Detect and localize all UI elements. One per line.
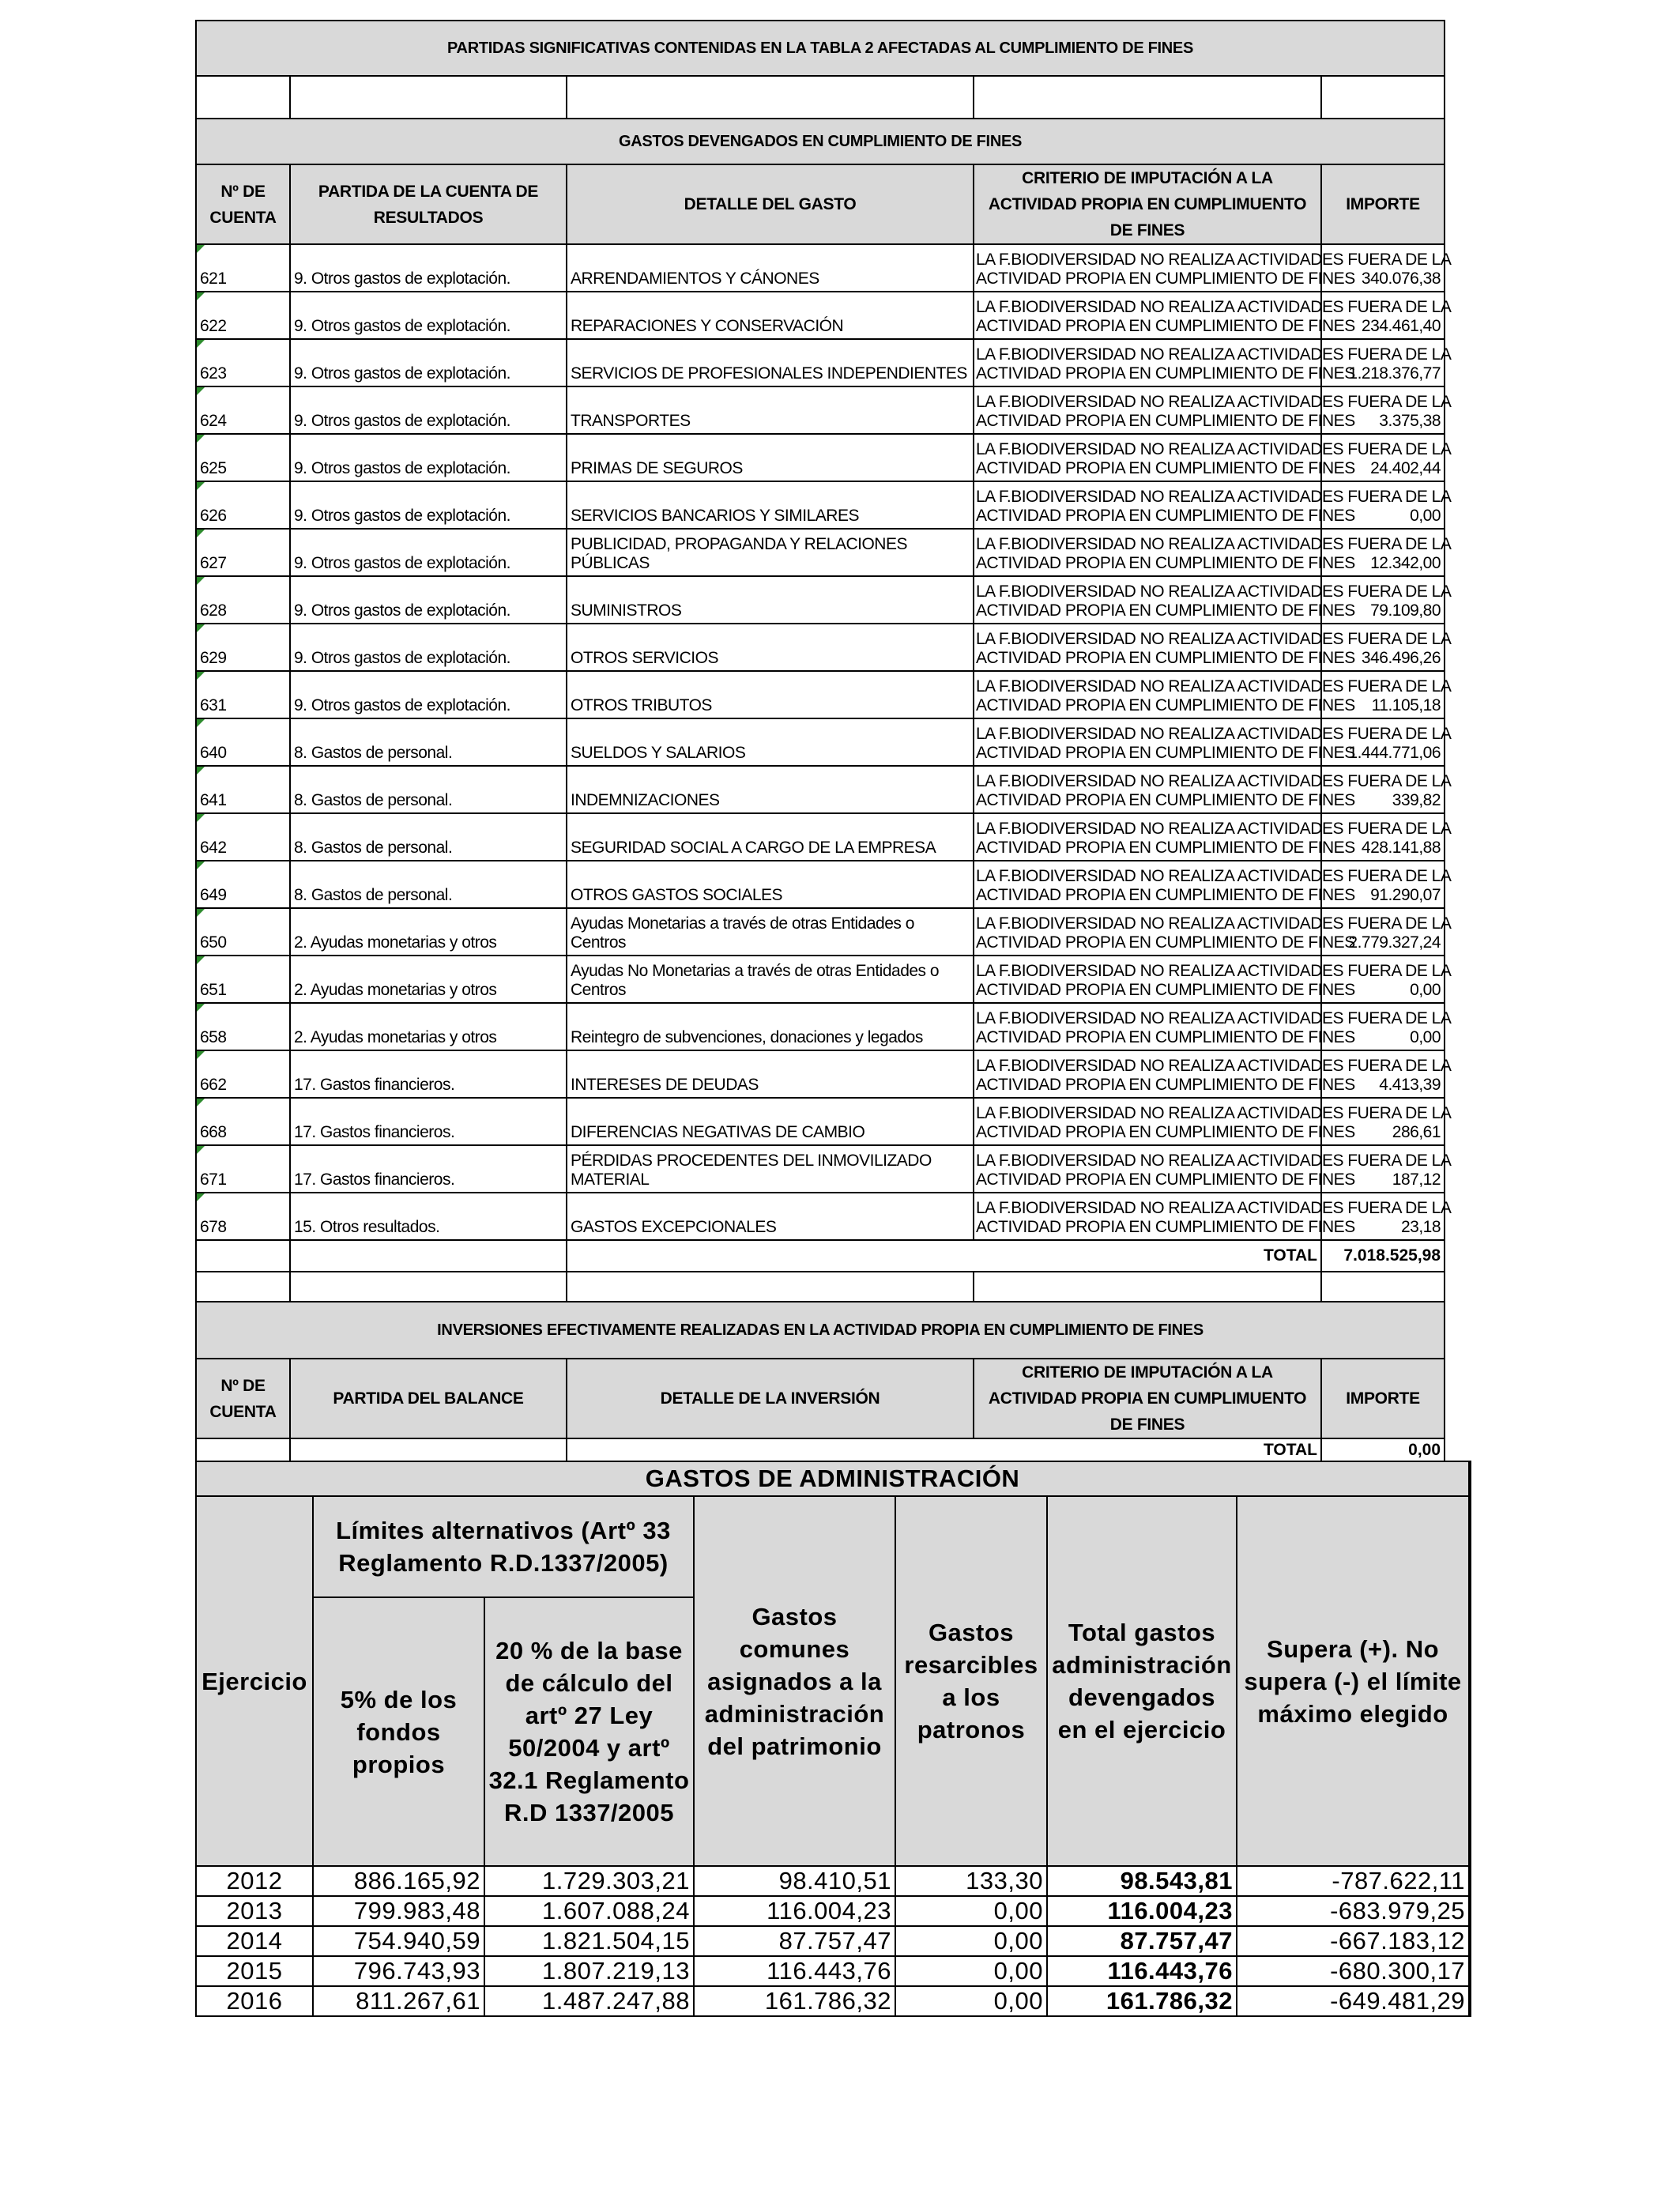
detalle-cell: INTERESES DE DEUDAS bbox=[567, 1050, 974, 1098]
importe-cell: 187,12 bbox=[1321, 1145, 1445, 1193]
criterio-line1: LA F.BIODIVERSIDAD NO REALIZA ACTIVIDADES FUERA DE LA bbox=[976, 1057, 1452, 1075]
header-fondos: 5% de los fondos propios bbox=[313, 1597, 484, 1866]
importe-cell: 79.109,80 bbox=[1321, 576, 1445, 624]
resarcibles-cell: 0,00 bbox=[895, 1896, 1047, 1926]
total-cell: 116.443,76 bbox=[1047, 1956, 1237, 1986]
criterio-line2: ACTIVIDAD PROPIA EN CUMPLIMIENTO DE FINES bbox=[976, 981, 1355, 999]
table-row bbox=[196, 1193, 1445, 1240]
cuenta-cell: 628 bbox=[196, 576, 290, 624]
criterio-line1: LA F.BIODIVERSIDAD NO REALIZA ACTIVIDADES FUERA DE LA bbox=[976, 772, 1452, 790]
importe-cell: 346.496,26 bbox=[1321, 624, 1445, 671]
partida-cell: 8. Gastos de personal. bbox=[290, 861, 567, 908]
criterio-line1: LA F.BIODIVERSIDAD NO REALIZA ACTIVIDADES FUERA DE LA bbox=[976, 298, 1452, 316]
inv-total-label: TOTAL bbox=[567, 1438, 1321, 1462]
table-row bbox=[196, 1956, 1470, 1986]
header-detalle: DETALLE DEL GASTO bbox=[567, 164, 974, 244]
importe-cell: 24.402,44 bbox=[1321, 434, 1445, 481]
comunes-cell: 116.004,23 bbox=[694, 1896, 895, 1926]
comunes-cell: 87.757,47 bbox=[694, 1926, 895, 1956]
criterio-line1: LA F.BIODIVERSIDAD NO REALIZA ACTIVIDADES FUERA DE LA bbox=[976, 582, 1452, 601]
detalle-cell: REPARACIONES Y CONSERVACIÓN bbox=[567, 292, 974, 339]
criterio-line2: ACTIVIDAD PROPIA EN CUMPLIMIENTO DE FINES bbox=[976, 459, 1355, 477]
inversiones-title-row bbox=[196, 1302, 1445, 1359]
cuenta-cell: 651 bbox=[196, 956, 290, 1003]
criterio-line2: ACTIVIDAD PROPIA EN CUMPLIMIENTO DE FINES bbox=[976, 696, 1355, 714]
table-row bbox=[196, 908, 1445, 956]
cuenta-cell: 629 bbox=[196, 624, 290, 671]
cuenta-cell: 627 bbox=[196, 529, 290, 576]
base-cell: 1.487.247,88 bbox=[484, 1986, 694, 2016]
importe-cell: 286,61 bbox=[1321, 1098, 1445, 1145]
supera-cell: -787.622,11 bbox=[1237, 1866, 1470, 1896]
importe-cell: 12.342,00 bbox=[1321, 529, 1445, 576]
importe-cell: 340.076,38 bbox=[1321, 244, 1445, 292]
resarcibles-cell: 0,00 bbox=[895, 1926, 1047, 1956]
cuenta-cell: 662 bbox=[196, 1050, 290, 1098]
importe-cell: 339,82 bbox=[1321, 766, 1445, 813]
inv-header-importe: IMPORTE bbox=[1321, 1359, 1445, 1438]
table-row bbox=[196, 1098, 1445, 1145]
comunes-cell: 116.443,76 bbox=[694, 1956, 895, 1986]
ejercicio-cell: 2013 bbox=[196, 1896, 313, 1926]
empty-cell bbox=[1321, 1272, 1445, 1302]
empty-cell bbox=[290, 1438, 567, 1462]
inv-header-cuenta: Nº DE CUENTA bbox=[196, 1359, 290, 1438]
cuenta-cell: 625 bbox=[196, 434, 290, 481]
detalle-cell: PUBLICIDAD, PROPAGANDA Y RELACIONES PÚBLICAS bbox=[567, 529, 974, 576]
header-base: 20 % de la base de cálculo del artº 27 Ley 50/2004 y artº 32.1 Reglamento R.D 1337/2005 bbox=[484, 1597, 694, 1866]
inv-total-value: 0,00 bbox=[1321, 1438, 1445, 1462]
criterio-line1: LA F.BIODIVERSIDAD NO REALIZA ACTIVIDADES FUERA DE LA bbox=[976, 962, 1452, 980]
empty-cell bbox=[290, 1240, 567, 1272]
criterio-line2: ACTIVIDAD PROPIA EN CUMPLIMIENTO DE FINES bbox=[976, 1028, 1355, 1046]
total-cell: 161.786,32 bbox=[1047, 1986, 1237, 2016]
base-cell: 1.607.088,24 bbox=[484, 1896, 694, 1926]
detalle-cell: TRANSPORTES bbox=[567, 386, 974, 434]
partida-cell: 9. Otros gastos de explotación. bbox=[290, 624, 567, 671]
detalle-cell: SERVICIOS DE PROFESIONALES INDEPENDIENTES bbox=[567, 339, 974, 386]
base-cell: 1.821.504,15 bbox=[484, 1926, 694, 1956]
criterio-line2: ACTIVIDAD PROPIA EN CUMPLIMIENTO DE FINES bbox=[976, 364, 1355, 383]
resarcibles-cell: 0,00 bbox=[895, 1956, 1047, 1986]
table-row bbox=[196, 1986, 1470, 2016]
criterio-line2: ACTIVIDAD PROPIA EN CUMPLIMIENTO DE FINES bbox=[976, 317, 1355, 335]
fines-title: PARTIDAS SIGNIFICATIVAS CONTENIDAS EN LA TABLA 2 AFECTADAS AL CUMPLIMIENTO DE FINES bbox=[196, 21, 1445, 76]
table-row bbox=[196, 339, 1445, 386]
table-row bbox=[196, 481, 1445, 529]
fines-table bbox=[195, 20, 1452, 1463]
header-total: Total gastos administración devengados en el ejercicio bbox=[1047, 1496, 1237, 1866]
criterio-line1: LA F.BIODIVERSIDAD NO REALIZA ACTIVIDADES FUERA DE LA bbox=[976, 677, 1452, 696]
criterio-line2: ACTIVIDAD PROPIA EN CUMPLIMIENTO DE FINES bbox=[976, 744, 1355, 762]
importe-cell: 1.218.376,77 bbox=[1321, 339, 1445, 386]
partida-cell: 9. Otros gastos de explotación. bbox=[290, 671, 567, 718]
empty-cell bbox=[196, 1240, 290, 1272]
detalle-cell: GASTOS EXCEPCIONALES bbox=[567, 1193, 974, 1240]
base-cell: 1.807.219,13 bbox=[484, 1956, 694, 1986]
partida-cell: 9. Otros gastos de explotación. bbox=[290, 244, 567, 292]
cuenta-cell: 626 bbox=[196, 481, 290, 529]
header-limites: Límites alternativos (Artº 33 Reglamento R.D.1337/2005) bbox=[313, 1496, 694, 1597]
detalle-cell: OTROS GASTOS SOCIALES bbox=[567, 861, 974, 908]
partida-cell: 2. Ayudas monetarias y otros bbox=[290, 908, 567, 956]
spacer-row bbox=[196, 1272, 1445, 1302]
importe-cell: 428.141,88 bbox=[1321, 813, 1445, 861]
cuenta-cell: 640 bbox=[196, 718, 290, 766]
cuenta-cell: 624 bbox=[196, 386, 290, 434]
partida-cell: 17. Gastos financieros. bbox=[290, 1145, 567, 1193]
importe-cell: 4.413,39 bbox=[1321, 1050, 1445, 1098]
cuenta-cell: 623 bbox=[196, 339, 290, 386]
partida-cell: 8. Gastos de personal. bbox=[290, 718, 567, 766]
table-row bbox=[196, 1896, 1470, 1926]
detalle-cell: ARRENDAMIENTOS Y CÁNONES bbox=[567, 244, 974, 292]
criterio-line1: LA F.BIODIVERSIDAD NO REALIZA ACTIVIDADES FUERA DE LA bbox=[976, 393, 1452, 411]
ejercicio-cell: 2016 bbox=[196, 1986, 313, 2016]
importe-cell: 1.444.771,06 bbox=[1321, 718, 1445, 766]
spacer-row bbox=[196, 76, 1445, 119]
fondos-cell: 799.983,48 bbox=[313, 1896, 484, 1926]
detalle-cell: Ayudas No Monetarias a través de otras Entidades o Centros bbox=[567, 956, 974, 1003]
criterio-line1: LA F.BIODIVERSIDAD NO REALIZA ACTIVIDADES FUERA DE LA bbox=[976, 725, 1452, 743]
ejercicio-cell: 2015 bbox=[196, 1956, 313, 1986]
header-resarcibles: Gastos resarcibles a los patronos bbox=[895, 1496, 1047, 1866]
criterio-line2: ACTIVIDAD PROPIA EN CUMPLIMIENTO DE FINES bbox=[976, 1076, 1355, 1094]
table-row bbox=[196, 671, 1445, 718]
detalle-cell: PÉRDIDAS PROCEDENTES DEL INMOVILIZADO MATERIAL bbox=[567, 1145, 974, 1193]
partida-cell: 9. Otros gastos de explotación. bbox=[290, 481, 567, 529]
fondos-cell: 754.940,59 bbox=[313, 1926, 484, 1956]
header-criterio: CRITERIO DE IMPUTACIÓN A LA ACTIVIDAD PROPIA EN CUMPLIMUENTO DE FINES bbox=[974, 164, 1321, 244]
supera-cell: -649.481,29 bbox=[1237, 1986, 1470, 2016]
importe-cell: 23,18 bbox=[1321, 1193, 1445, 1240]
criterio-line2: ACTIVIDAD PROPIA EN CUMPLIMIENTO DE FINES bbox=[976, 270, 1355, 288]
table-row bbox=[196, 1050, 1445, 1098]
table-row bbox=[196, 956, 1445, 1003]
criterio-line1: LA F.BIODIVERSIDAD NO REALIZA ACTIVIDADES FUERA DE LA bbox=[976, 251, 1452, 269]
table-row bbox=[196, 1926, 1470, 1956]
criterio-line1: LA F.BIODIVERSIDAD NO REALIZA ACTIVIDADES FUERA DE LA bbox=[976, 1104, 1452, 1122]
fondos-cell: 796.743,93 bbox=[313, 1956, 484, 1986]
detalle-cell: Reintegro de subvenciones, donaciones y legados bbox=[567, 1003, 974, 1050]
table-row bbox=[196, 1866, 1470, 1896]
importe-cell: 0,00 bbox=[1321, 956, 1445, 1003]
header-supera: Supera (+). No supera (-) el límite máximo elegido bbox=[1237, 1496, 1470, 1866]
criterio-line2: ACTIVIDAD PROPIA EN CUMPLIMIENTO DE FINES bbox=[976, 791, 1355, 809]
cuenta-cell: 631 bbox=[196, 671, 290, 718]
cuenta-cell: 622 bbox=[196, 292, 290, 339]
table-row bbox=[196, 624, 1445, 671]
table-row bbox=[196, 813, 1445, 861]
detalle-cell: SUELDOS Y SALARIOS bbox=[567, 718, 974, 766]
cuenta-cell: 671 bbox=[196, 1145, 290, 1193]
partida-cell: 2. Ayudas monetarias y otros bbox=[290, 1003, 567, 1050]
criterio-line1: LA F.BIODIVERSIDAD NO REALIZA ACTIVIDADES FUERA DE LA bbox=[976, 345, 1452, 364]
table-row bbox=[196, 529, 1445, 576]
importe-cell: 91.290,07 bbox=[1321, 861, 1445, 908]
criterio-line2: ACTIVIDAD PROPIA EN CUMPLIMIENTO DE FINES bbox=[976, 554, 1355, 572]
criterio-line2: ACTIVIDAD PROPIA EN CUMPLIMIENTO DE FINES bbox=[976, 649, 1355, 667]
table-row bbox=[196, 386, 1445, 434]
criterio-line1: LA F.BIODIVERSIDAD NO REALIZA ACTIVIDADES FUERA DE LA bbox=[976, 630, 1452, 648]
partida-cell: 9. Otros gastos de explotación. bbox=[290, 386, 567, 434]
empty-cell bbox=[196, 1438, 290, 1462]
total-label: TOTAL bbox=[567, 1240, 1321, 1272]
empty-cell bbox=[567, 1272, 974, 1302]
criterio-line2: ACTIVIDAD PROPIA EN CUMPLIMIENTO DE FINES bbox=[976, 601, 1355, 620]
partida-cell: 2. Ayudas monetarias y otros bbox=[290, 956, 567, 1003]
table-row bbox=[196, 718, 1445, 766]
importe-cell: 3.375,38 bbox=[1321, 386, 1445, 434]
detalle-cell: OTROS SERVICIOS bbox=[567, 624, 974, 671]
gastos-header-row bbox=[196, 164, 1445, 244]
detalle-cell: PRIMAS DE SEGUROS bbox=[567, 434, 974, 481]
criterio-line1: LA F.BIODIVERSIDAD NO REALIZA ACTIVIDADES FUERA DE LA bbox=[976, 1199, 1452, 1217]
total-cell: 116.004,23 bbox=[1047, 1896, 1237, 1926]
table-row bbox=[196, 576, 1445, 624]
criterio-line1: LA F.BIODIVERSIDAD NO REALIZA ACTIVIDADES FUERA DE LA bbox=[976, 1152, 1452, 1170]
cuenta-cell: 641 bbox=[196, 766, 290, 813]
partida-cell: 8. Gastos de personal. bbox=[290, 813, 567, 861]
cuenta-cell: 642 bbox=[196, 813, 290, 861]
detalle-cell: OTROS TRIBUTOS bbox=[567, 671, 974, 718]
empty-cell bbox=[290, 1272, 567, 1302]
fondos-cell: 886.165,92 bbox=[313, 1866, 484, 1896]
detalle-cell: SERVICIOS BANCARIOS Y SIMILARES bbox=[567, 481, 974, 529]
table-row bbox=[196, 292, 1445, 339]
partida-cell: 9. Otros gastos de explotación. bbox=[290, 529, 567, 576]
header-cuenta: Nº DE CUENTA bbox=[196, 164, 290, 244]
criterio-line2: ACTIVIDAD PROPIA EN CUMPLIMIENTO DE FINES bbox=[976, 933, 1355, 952]
inversiones-total-row bbox=[196, 1438, 1445, 1462]
criterio-line2: ACTIVIDAD PROPIA EN CUMPLIMIENTO DE FINES bbox=[976, 412, 1355, 430]
criterio-line2: ACTIVIDAD PROPIA EN CUMPLIMIENTO DE FINES bbox=[976, 1218, 1355, 1236]
partida-cell: 15. Otros resultados. bbox=[290, 1193, 567, 1240]
criterio-line1: LA F.BIODIVERSIDAD NO REALIZA ACTIVIDADES FUERA DE LA bbox=[976, 867, 1452, 885]
admin-table bbox=[195, 1461, 1471, 2017]
gastos-title: GASTOS DEVENGADOS EN CUMPLIMIENTO DE FINES bbox=[196, 119, 1445, 164]
total-cell: 87.757,47 bbox=[1047, 1926, 1237, 1956]
partida-cell: 8. Gastos de personal. bbox=[290, 766, 567, 813]
admin-title: GASTOS DE ADMINISTRACIÓN bbox=[196, 1461, 1470, 1496]
detalle-cell: SEGURIDAD SOCIAL A CARGO DE LA EMPRESA bbox=[567, 813, 974, 861]
header-ejercicio: Ejercicio bbox=[196, 1496, 313, 1866]
cuenta-cell: 668 bbox=[196, 1098, 290, 1145]
fondos-cell: 811.267,61 bbox=[313, 1986, 484, 2016]
cuenta-cell: 649 bbox=[196, 861, 290, 908]
criterio-line2: ACTIVIDAD PROPIA EN CUMPLIMIENTO DE FINES bbox=[976, 886, 1355, 904]
partida-cell: 17. Gastos financieros. bbox=[290, 1050, 567, 1098]
criterio-line2: ACTIVIDAD PROPIA EN CUMPLIMIENTO DE FINES bbox=[976, 839, 1355, 857]
cuenta-cell: 650 bbox=[196, 908, 290, 956]
empty-cell bbox=[196, 1272, 290, 1302]
supera-cell: -667.183,12 bbox=[1237, 1926, 1470, 1956]
resarcibles-cell: 133,30 bbox=[895, 1866, 1047, 1896]
inv-header-detalle: DETALLE DE LA INVERSIÓN bbox=[567, 1359, 974, 1438]
partida-cell: 9. Otros gastos de explotación. bbox=[290, 576, 567, 624]
ejercicio-cell: 2012 bbox=[196, 1866, 313, 1896]
table-row bbox=[196, 244, 1445, 292]
criterio-line1: LA F.BIODIVERSIDAD NO REALIZA ACTIVIDADES FUERA DE LA bbox=[976, 820, 1452, 838]
inversiones-header-row bbox=[196, 1359, 1445, 1438]
header-comunes: Gastos comunes asignados a la administración del patrimonio bbox=[694, 1496, 895, 1866]
importe-cell: 2.779.327,24 bbox=[1321, 908, 1445, 956]
criterio-line1: LA F.BIODIVERSIDAD NO REALIZA ACTIVIDADES FUERA DE LA bbox=[976, 440, 1452, 458]
importe-cell: 0,00 bbox=[1321, 1003, 1445, 1050]
cuenta-cell: 621 bbox=[196, 244, 290, 292]
supera-cell: -680.300,17 bbox=[1237, 1956, 1470, 1986]
table-row bbox=[196, 1003, 1445, 1050]
header-importe: IMPORTE bbox=[1321, 164, 1445, 244]
importe-cell: 11.105,18 bbox=[1321, 671, 1445, 718]
detalle-cell: Ayudas Monetarias a través de otras Entidades o Centros bbox=[567, 908, 974, 956]
comunes-cell: 98.410,51 bbox=[694, 1866, 895, 1896]
empty-cell bbox=[974, 1272, 1321, 1302]
total-row bbox=[196, 1240, 1445, 1272]
criterio-line2: ACTIVIDAD PROPIA EN CUMPLIMIENTO DE FINES bbox=[976, 1123, 1355, 1141]
partida-cell: 17. Gastos financieros. bbox=[290, 1098, 567, 1145]
inv-header-partida: PARTIDA DEL BALANCE bbox=[290, 1359, 567, 1438]
detalle-cell: DIFERENCIAS NEGATIVAS DE CAMBIO bbox=[567, 1098, 974, 1145]
total-cell: 98.543,81 bbox=[1047, 1866, 1237, 1896]
total-value: 7.018.525,98 bbox=[1321, 1240, 1445, 1272]
detalle-cell: INDEMNIZACIONES bbox=[567, 766, 974, 813]
partida-cell: 9. Otros gastos de explotación. bbox=[290, 292, 567, 339]
table-row bbox=[196, 766, 1445, 813]
inv-header-criterio: CRITERIO DE IMPUTACIÓN A LA ACTIVIDAD PROPIA EN CUMPLIMUENTO DE FINES bbox=[974, 1359, 1321, 1438]
ejercicio-cell: 2014 bbox=[196, 1926, 313, 1956]
partida-cell: 9. Otros gastos de explotación. bbox=[290, 339, 567, 386]
criterio-line2: ACTIVIDAD PROPIA EN CUMPLIMIENTO DE FINES bbox=[976, 507, 1355, 525]
criterio-line1: LA F.BIODIVERSIDAD NO REALIZA ACTIVIDADES FUERA DE LA bbox=[976, 488, 1452, 506]
comunes-cell: 161.786,32 bbox=[694, 1986, 895, 2016]
cuenta-cell: 658 bbox=[196, 1003, 290, 1050]
inversiones-title: INVERSIONES EFECTIVAMENTE REALIZADAS EN LA ACTIVIDAD PROPIA EN CUMPLIMIENTO DE FINES bbox=[196, 1302, 1445, 1359]
resarcibles-cell: 0,00 bbox=[895, 1986, 1047, 2016]
criterio-line1: LA F.BIODIVERSIDAD NO REALIZA ACTIVIDADES FUERA DE LA bbox=[976, 1009, 1452, 1027]
criterio-line2: ACTIVIDAD PROPIA EN CUMPLIMIENTO DE FINES bbox=[976, 1171, 1355, 1189]
supera-cell: -683.979,25 bbox=[1237, 1896, 1470, 1926]
table-row bbox=[196, 1145, 1445, 1193]
criterio-line1: LA F.BIODIVERSIDAD NO REALIZA ACTIVIDADES FUERA DE LA bbox=[976, 535, 1452, 553]
detalle-cell: SUMINISTROS bbox=[567, 576, 974, 624]
cuenta-cell: 678 bbox=[196, 1193, 290, 1240]
criterio-line1: LA F.BIODIVERSIDAD NO REALIZA ACTIVIDADES FUERA DE LA bbox=[976, 914, 1452, 933]
table-row bbox=[196, 861, 1445, 908]
importe-cell: 234.461,40 bbox=[1321, 292, 1445, 339]
header-partida: PARTIDA DE LA CUENTA DE RESULTADOS bbox=[290, 164, 567, 244]
importe-cell: 0,00 bbox=[1321, 481, 1445, 529]
table-row bbox=[196, 434, 1445, 481]
base-cell: 1.729.303,21 bbox=[484, 1866, 694, 1896]
partida-cell: 9. Otros gastos de explotación. bbox=[290, 434, 567, 481]
